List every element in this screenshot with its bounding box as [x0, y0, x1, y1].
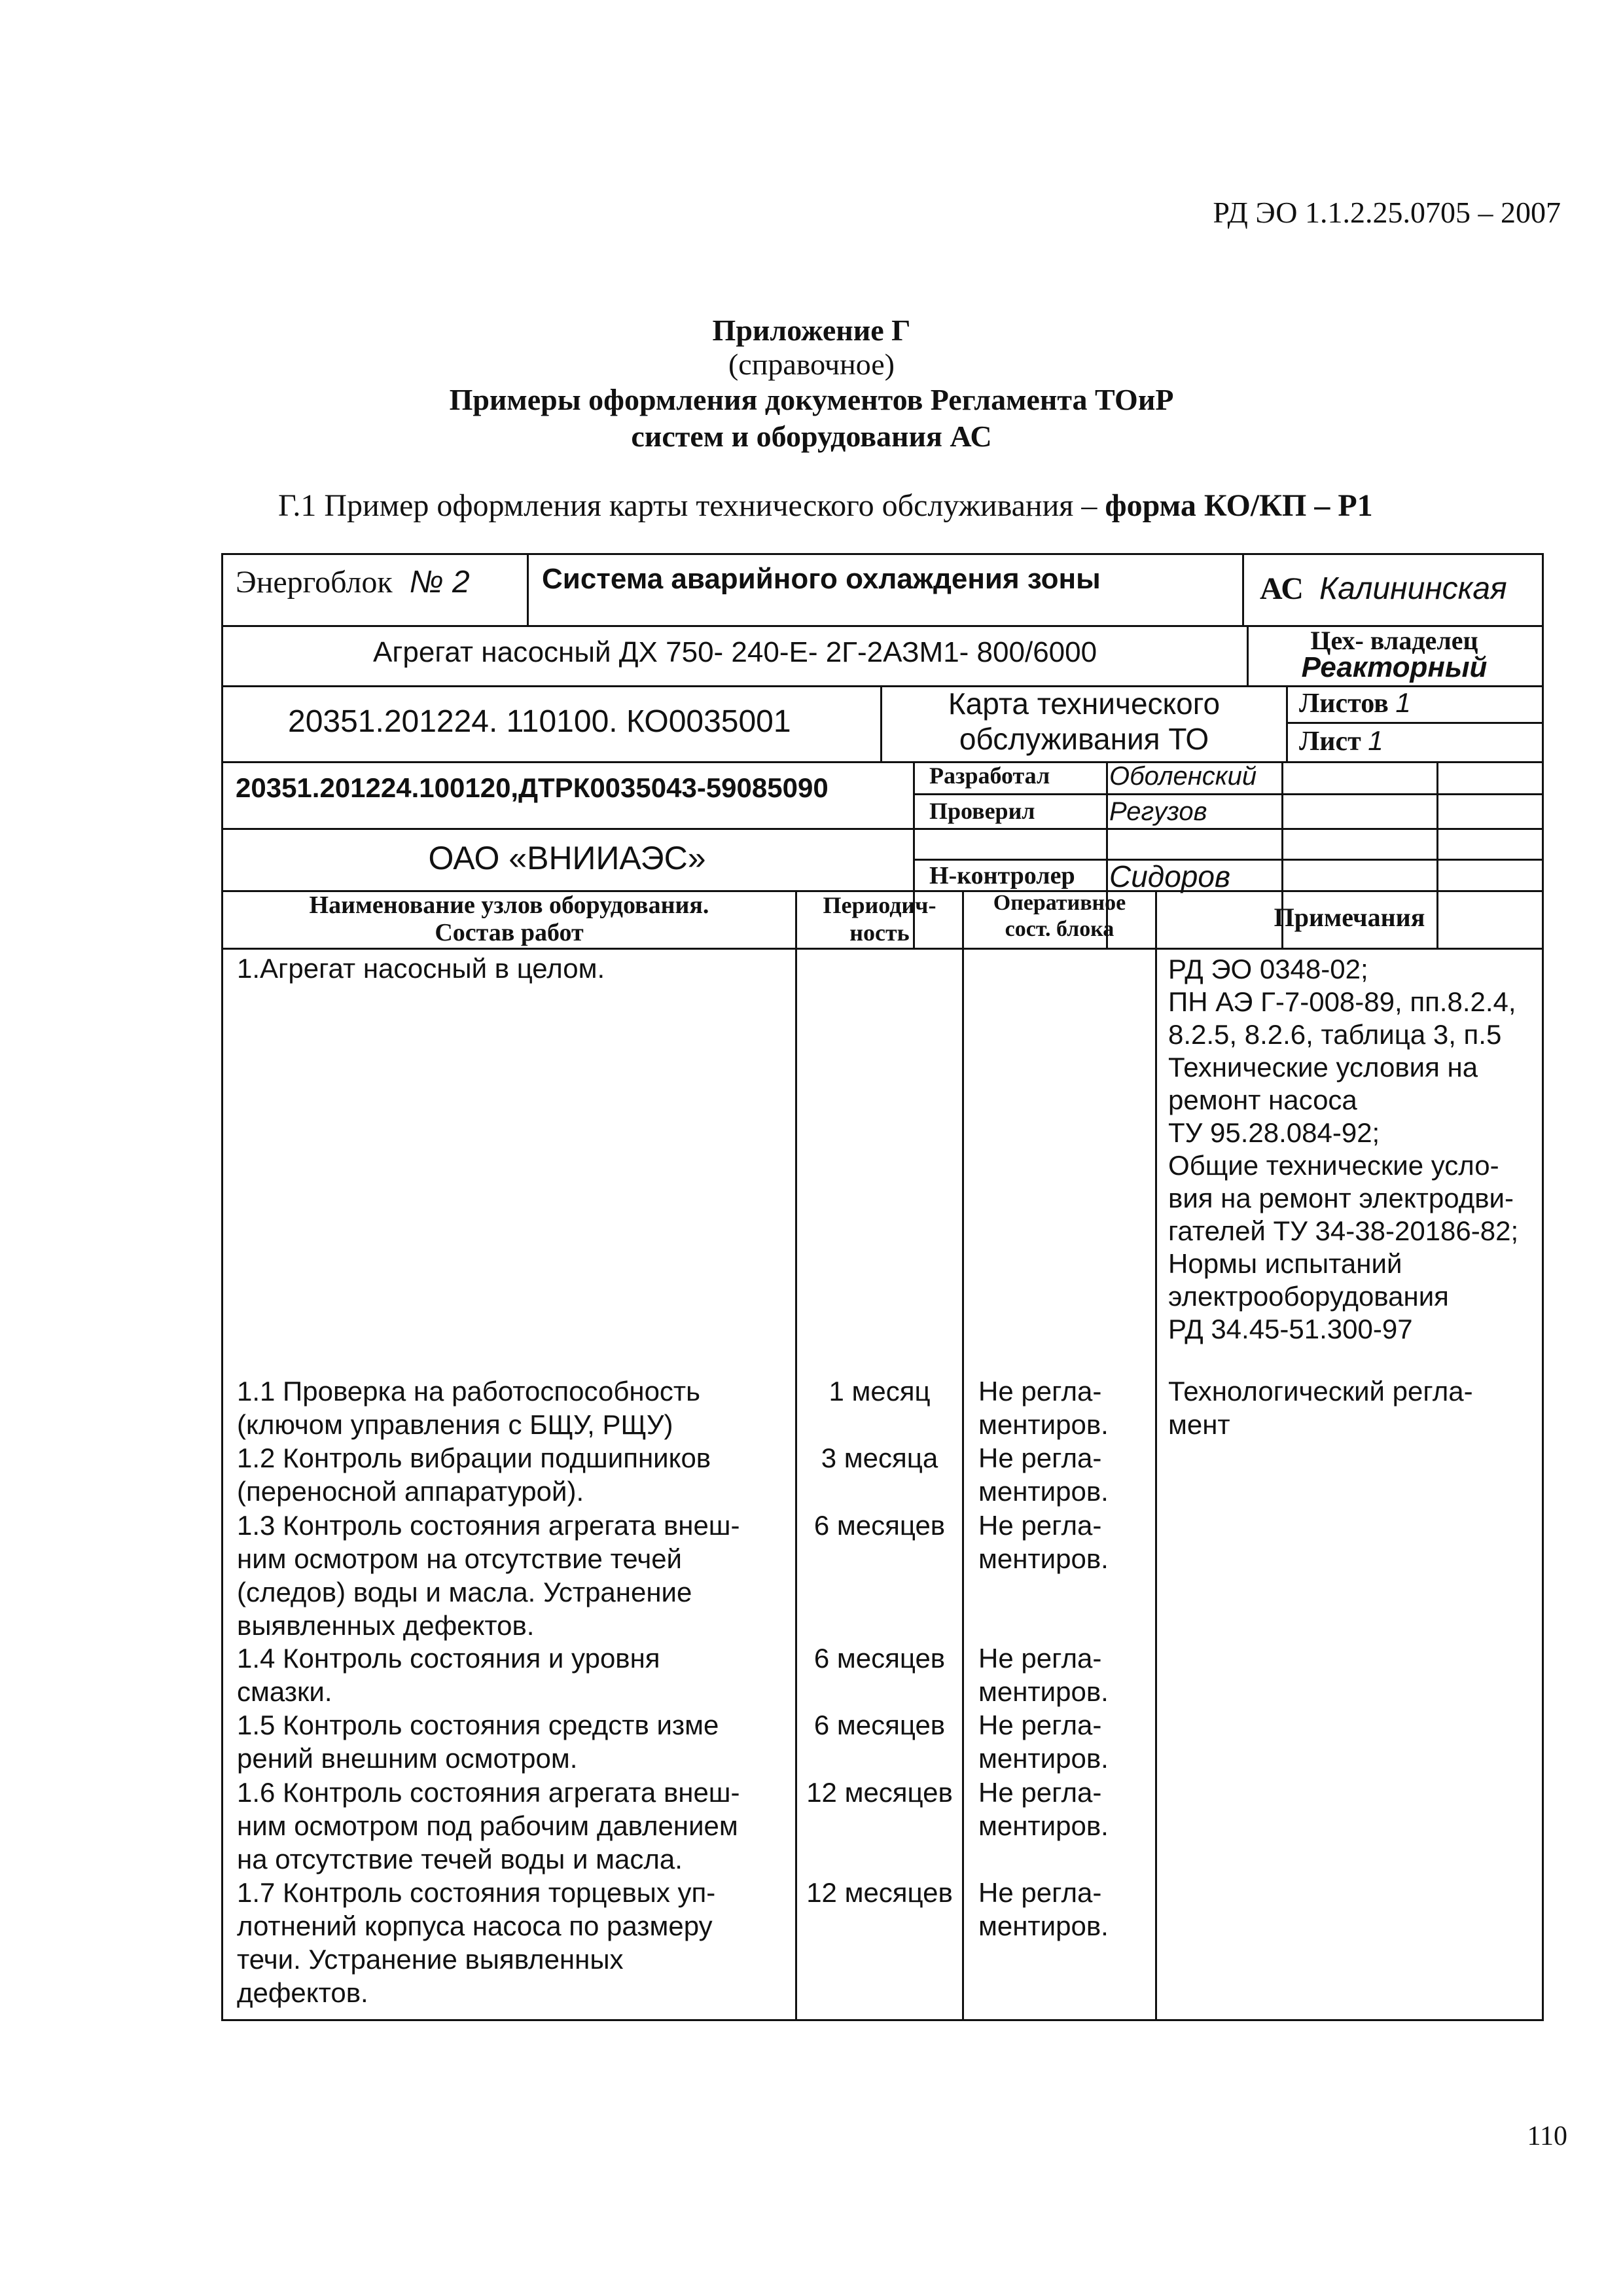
work-item-state: Не регла- ментиров.	[978, 1443, 1109, 1507]
card-code: 20351.201224. 110100. КО0035001	[288, 704, 791, 739]
unit-cell	[236, 564, 470, 600]
header-state: Оперативное сост. блока	[993, 891, 1126, 941]
work-item-state: Не регла- ментиров.	[978, 1877, 1109, 1941]
work-item-state: Не регла- ментиров.	[978, 1510, 1109, 1574]
work-item-note: Технологический регла- мент	[1168, 1376, 1473, 1440]
ncontrol-label: Н-контролер	[929, 862, 1075, 889]
ncontrol-value: Сидоров	[1109, 859, 1230, 893]
work-item-period: 1 месяц	[829, 1376, 931, 1407]
work-item-period: 3 месяца	[821, 1443, 938, 1473]
doc-code-2: 20351.201224.100120,ДТРК0035043-59085090	[236, 772, 829, 803]
sheet-value: 1	[1368, 725, 1383, 756]
header-notes: Примечания	[1274, 903, 1425, 932]
work-item-name: 1.3 Контроль состояния агрегата внеш- ним осмотром на отсутствие течей (следов) воды и масла. Устранение выявленных дефектов.	[237, 1510, 740, 1641]
work-item-period: 6 месяцев	[813, 1510, 946, 1541]
unit-label: Энергоблок	[236, 565, 393, 600]
appendix-subtitle: (справочное)	[728, 348, 895, 381]
sheets-count	[1299, 687, 1411, 719]
appendix-title: Приложение Г	[712, 314, 911, 347]
document-code: РД ЭО 1.1.2.25.0705 – 2007	[1213, 196, 1561, 229]
work-item-name: 1.4 Контроль состояния и уровня смазки.	[237, 1643, 660, 1707]
work-item-state: Не регла- ментиров.	[978, 1376, 1109, 1440]
checked-value: Регузов	[1109, 797, 1207, 826]
item-1-notes: РД ЭО 0348-02; ПН АЭ Г-7-008-89, пп.8.2.4, 8.2.5, 8.2.6, таблица 3, п.5 Технические условия на ремонт насоса ТУ 95.28.084-92; Общие технические усло- вия на ремонт электродви- гателей ТУ 34-38-20186-82; Нормы испытаний электрооборудования РД 34.45-51.300-97	[1168, 954, 1519, 1344]
work-item-state: Не регла- ментиров.	[978, 1777, 1109, 1841]
section-form: форма КО/КП – Р1	[1105, 488, 1373, 523]
header-period: Периодич- ность	[823, 892, 936, 946]
work-item-name: 1.6 Контроль состояния агрегата внеш- ним осмотром под рабочим давлением на отсутствие течей воды и масла.	[237, 1777, 740, 1874]
section-title	[278, 488, 1373, 524]
owner-label: Цех- владелец	[1310, 626, 1478, 655]
sheets-value: 1	[1395, 687, 1411, 718]
developed-value: Оболенский	[1109, 762, 1257, 791]
section-prefix: Г.1 Пример оформления карты технического обслуживания –	[278, 488, 1105, 523]
unit-value: № 2	[409, 565, 470, 600]
item-1-name: 1.Агрегат насосный в целом.	[237, 953, 605, 984]
header-name: Наименование узлов оборудования. Состав работ	[309, 891, 709, 946]
checked-label: Проверил	[929, 798, 1035, 824]
owner-value: Реакторный	[1301, 651, 1488, 683]
equipment-name: Агрегат насосный ДХ 750- 240-Е- 2Г-2АЗМ1- 800/6000	[373, 636, 1097, 668]
sheet-label: Лист	[1299, 726, 1361, 757]
work-item-period: 12 месяцев	[806, 1877, 953, 1908]
organization: ОАО «ВНИИАЭС»	[428, 840, 706, 876]
page-number: 110	[1527, 2121, 1567, 2151]
sheet-number	[1299, 725, 1383, 757]
work-item-state: Не регла- ментиров.	[978, 1643, 1109, 1707]
system-name: Система аварийного охлаждения зоны	[542, 563, 1101, 595]
card-title: Карта технического обслуживания ТО	[948, 687, 1221, 756]
work-item-period: 6 месяцев	[813, 1643, 946, 1674]
work-item-name: 1.2 Контроль вибрации подшипников (переносной аппаратурой).	[237, 1443, 711, 1507]
work-item-name: 1.7 Контроль состояния торцевых уп- лотнений корпуса насоса по размеру течи. Устранение выявленных дефектов.	[237, 1877, 716, 2008]
appendix-heading-2: систем и оборудования АС	[631, 420, 992, 453]
npp-value: Калининская	[1319, 571, 1507, 606]
npp-label: АС	[1260, 571, 1304, 606]
work-item-period: 6 месяцев	[813, 1710, 946, 1740]
work-item-state: Не регла- ментиров.	[978, 1710, 1109, 1774]
work-item-name: 1.5 Контроль состояния средств изме рений внешним осмотром.	[237, 1710, 719, 1774]
work-item-period: 12 месяцев	[806, 1777, 953, 1808]
work-item-name: 1.1 Проверка на работоспособность (ключом управления с БЩУ, РЩУ)	[237, 1376, 701, 1440]
developed-label: Разработал	[929, 762, 1050, 789]
sheets-label: Листов	[1299, 689, 1389, 719]
npp-cell	[1260, 571, 1507, 607]
appendix-heading: Примеры оформления документов Регламента ТОиР	[449, 383, 1174, 416]
